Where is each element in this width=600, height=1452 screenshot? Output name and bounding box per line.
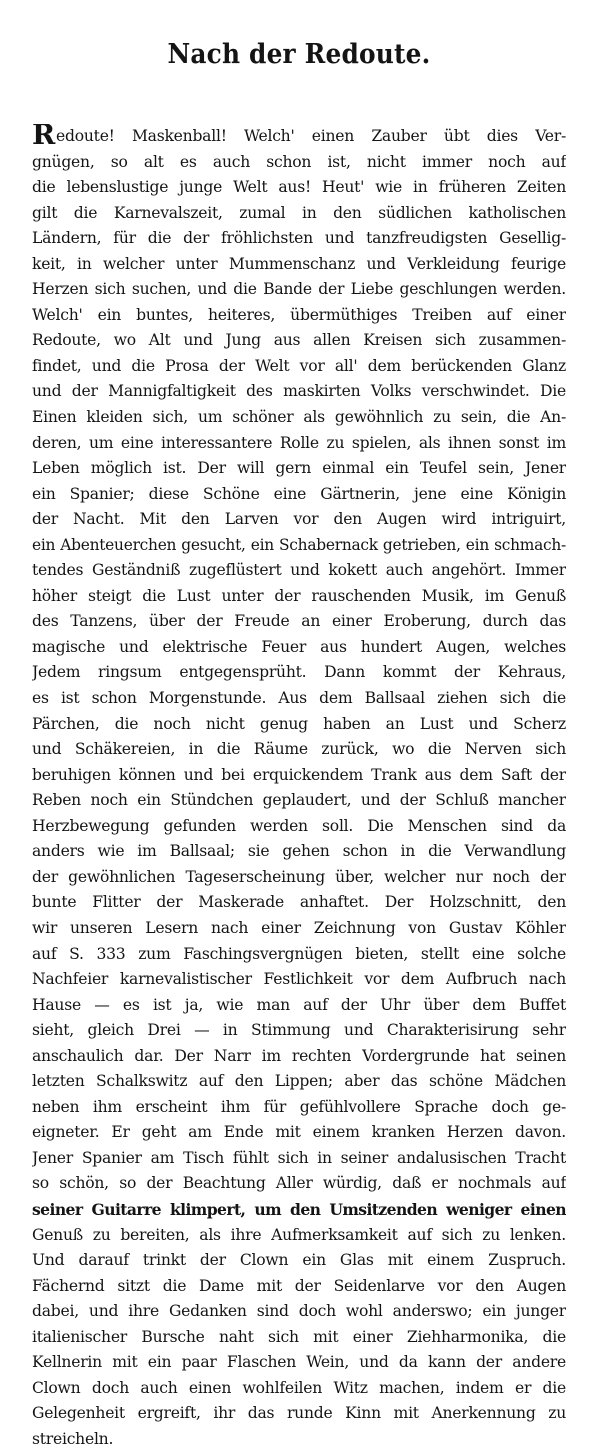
text-line: beruhigen können und bei erquickendem Trank aus dem Saft der bbox=[32, 765, 566, 784]
text-line: ein Spanier; diese Schöne eine Gärtnerin, jene eine Königin bbox=[32, 484, 566, 503]
text-line: deren, um eine interessantere Rolle zu spielen, als ihnen sonst im bbox=[32, 433, 566, 452]
text-line: seiner Guitarre klimpert, um den Umsitzenden weniger einen bbox=[32, 1199, 566, 1219]
text-line: Pärchen, die noch nicht genug haben an Lust und Scherz bbox=[32, 714, 566, 733]
text-line: Hause — es ist ja, wie man auf der Uhr über dem Buffet bbox=[32, 995, 566, 1014]
text-line: Ländern, für die der fröhlichsten und tanzfreudigsten Gesellig- bbox=[32, 229, 566, 248]
text-line: Und darauf trinkt der Clown ein Glas mit einem Zuspruch. bbox=[32, 1251, 566, 1270]
text-line: italienischer Bursche naht sich mit einer Ziehharmonika, die bbox=[32, 1327, 566, 1346]
text-line: anschaulich dar. Der Narr im rechten Vordergrunde hat seinen bbox=[32, 1046, 566, 1065]
text-line: Nachfeier karnevalistischer Festlichkeit vor dem Aufbruch nach bbox=[32, 970, 566, 989]
text-line: Leben möglich ist. Der will gern einmal ein Teufel sein, Jener bbox=[32, 459, 566, 478]
text-line: Jener Spanier am Tisch fühlt sich in seiner andalusischen Tracht bbox=[32, 1148, 566, 1167]
text-line: gnügen, so alt es auch schon ist, nicht immer noch auf bbox=[32, 152, 566, 171]
text-line bbox=[32, 124, 566, 150]
text-line: der Nacht. Mit den Larven vor den Augen wird intriguirt, bbox=[32, 510, 566, 529]
text-line: auf S. 333 zum Faschingsvergnügen bieten, stellt eine solche bbox=[32, 944, 566, 963]
text-line: magische und elektrische Feuer aus hundert Augen, welches bbox=[32, 637, 566, 656]
text-line: streicheln. bbox=[32, 1429, 114, 1448]
text-line: Gelegenheit ergreift, ihr das runde Kinn mit Anerkennung zu bbox=[32, 1404, 566, 1423]
text-line: höher steigt die Lust unter der rauschenden Musik, im Genuß bbox=[32, 586, 566, 605]
text-line: bunte Flitter der Maskerade anhaftet. Der Holzschnitt, den bbox=[32, 893, 566, 912]
text-line: und der Mannigfaltigkeit des maskirten Volks verschwindet. Die bbox=[32, 382, 566, 401]
text-line: neben ihm erscheint ihm für gefühlvollere Sprache doch ge- bbox=[32, 1097, 566, 1116]
text-line-content: edoute! Maskenball! Welch' einen Zauber übt dies Ver- bbox=[56, 127, 566, 145]
text-line: Kellnerin mit ein paar Flaschen Wein, und da kann der andere bbox=[32, 1353, 566, 1372]
text-line: findet, und die Prosa der Welt vor all' dem berückenden Glanz bbox=[32, 356, 566, 375]
text-line: Fächernd sitzt die Dame mit der Seidenlarve vor den Augen bbox=[32, 1276, 566, 1295]
text-line: gilt die Karnevalszeit, zumal in den südlichen katholischen bbox=[32, 203, 566, 222]
text-line: sieht, gleich Drei — in Stimmung und Charakterisirung sehr bbox=[32, 1021, 566, 1040]
text-line: eigneter. Er geht am Ende mit einem kranken Herzen davon. bbox=[32, 1123, 566, 1142]
text-line: Redoute, wo Alt und Jung aus allen Kreisen sich zusammen- bbox=[32, 331, 566, 350]
text-line: so schön, so der Beachtung Aller würdig, daß er nochmals auf bbox=[32, 1174, 566, 1193]
text-line: wir unseren Lesern nach einer Zeichnung von Gustav Köhler bbox=[32, 918, 566, 937]
text-line: letzten Schalkswitz auf den Lippen; aber das schöne Mädchen bbox=[32, 1072, 566, 1091]
text-line: es ist schon Morgenstunde. Aus dem Ballsaal ziehen sich die bbox=[32, 689, 566, 708]
text-line: dabei, und ihre Gedanken sind doch wohl anderswo; ein junger bbox=[32, 1302, 566, 1321]
text-line: ein Abenteuerchen gesucht, ein Schabernack getrieben, ein schmach- bbox=[32, 535, 566, 554]
text-line: der gewöhnlichen Tageserscheinung über, welcher nur noch der bbox=[32, 867, 566, 886]
text-line: des Tanzens, über der Freude an einer Eroberung, durch das bbox=[32, 612, 566, 631]
text-line: und Schäkereien, in die Räume zurück, wo die Nerven sich bbox=[32, 740, 566, 759]
text-line: Jedem ringsum entgegensprüht. Dann kommt der Kehraus, bbox=[32, 663, 566, 682]
article-body bbox=[32, 124, 566, 1452]
text-line: anders wie im Ballsaal; sie gehen schon in die Verwandlung bbox=[32, 842, 566, 861]
text-line: tendes Geständniß zugeflüstert und kokett auch angehört. Immer bbox=[32, 561, 566, 580]
text-line: keit, in welcher unter Mummenschanz und Verkleidung feurige bbox=[32, 254, 566, 273]
text-line: Herzen sich suchen, und die Bande der Liebe geschlungen werden. bbox=[32, 280, 566, 299]
text-line: die lebenslustige junge Welt aus! Heut' wie in früheren Zeiten bbox=[32, 178, 566, 197]
text-line: Einen kleiden sich, um schöner als gewöhnlich zu sein, die An- bbox=[32, 408, 566, 427]
drop-cap: R bbox=[32, 124, 56, 150]
article-title: Nach der Redoute. bbox=[167, 39, 431, 70]
text-line: Genuß zu bereiten, als ihre Aufmerksamkeit auf sich zu lenken. bbox=[32, 1225, 566, 1244]
text-line: Clown doch auch einen wohlfeilen Witz machen, indem er die bbox=[32, 1378, 566, 1397]
text-line: Welch' ein buntes, heiteres, übermüthiges Treiben auf einer bbox=[32, 305, 566, 324]
text-line: Reben noch ein Stündchen geplaudert, und der Schluß mancher bbox=[32, 791, 566, 810]
text-line: Herzbewegung gefunden werden soll. Die Menschen sind da bbox=[32, 816, 566, 835]
